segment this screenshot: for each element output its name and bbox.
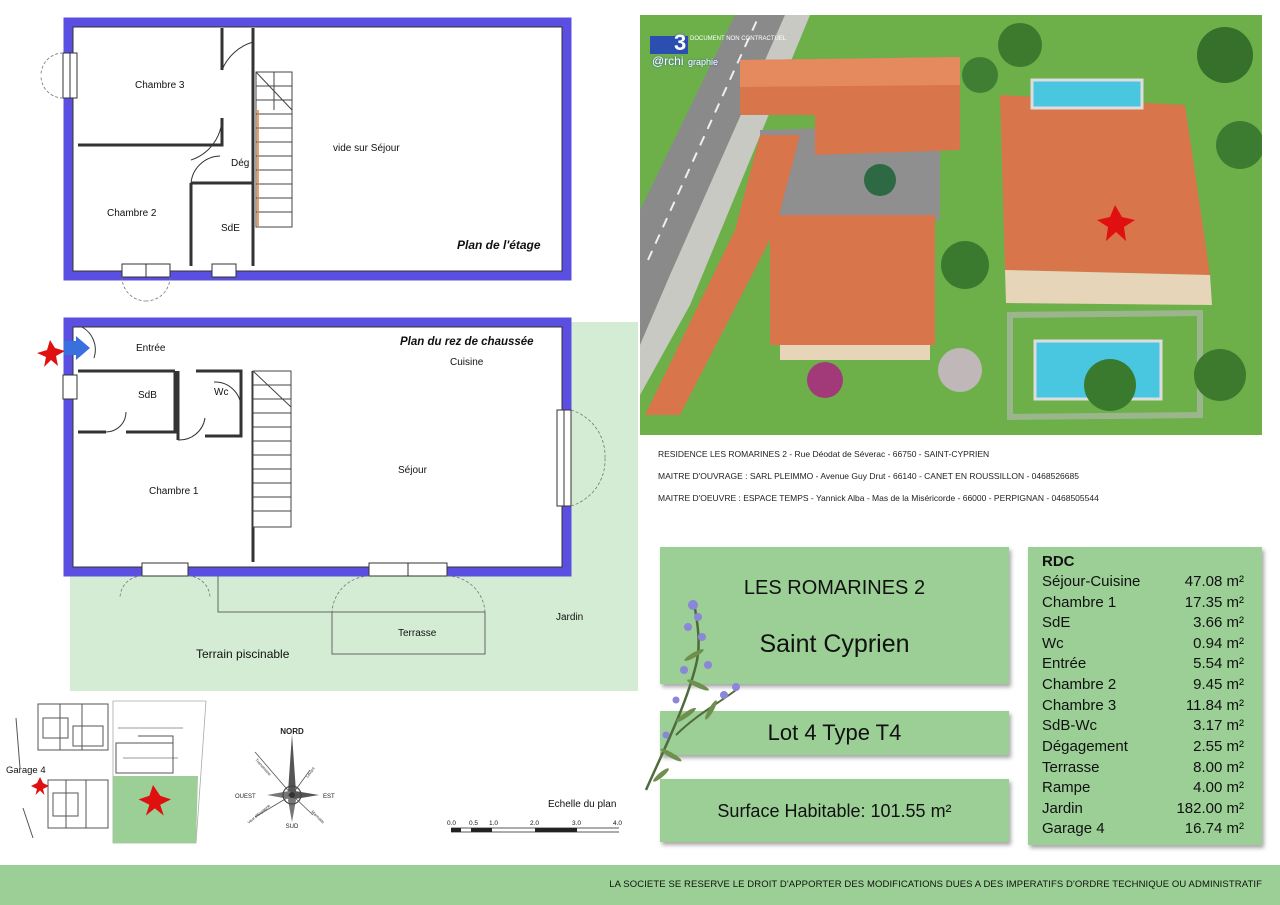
- info-maitre-ouvrage: MAITRE D'OUVRAGE : SARL PLEIMMO - Avenue Guy Drut - 66140 - CANET EN ROUSSILLON - 0468526685: [658, 471, 1079, 481]
- row-name: Dégagement: [1042, 738, 1128, 755]
- row-name: Séjour-Cuisine: [1042, 573, 1141, 590]
- scale-tick: 0.5: [469, 820, 479, 827]
- footer-band: [0, 865, 1280, 905]
- room-label-terrasse: Terrasse: [398, 628, 437, 639]
- compass-tramontane: Tramontane: [254, 757, 273, 777]
- table-row: [1042, 655, 1244, 676]
- compass-sud: SUD: [285, 824, 299, 830]
- row-name: Rampe: [1042, 779, 1091, 796]
- room-label-sde: SdE: [221, 223, 240, 234]
- table-row: [1042, 779, 1244, 800]
- room-label-terrain: Terrain piscinable: [196, 647, 290, 661]
- room-label-deg: Dég: [231, 158, 250, 169]
- row-name: Terrasse: [1042, 759, 1100, 776]
- render-logo-note: DOCUMENT NON CONTRACTUEL: [690, 36, 787, 42]
- row-name: Garage 4: [1042, 820, 1105, 837]
- info-maitre-oeuvre: MAITRE D'OEUVRE : ESPACE TEMPS - Yannick Alba - Mas de la Miséricorde - 66000 - PERPIGNAN - 0468505544: [658, 493, 1099, 503]
- room-label-chambre1: Chambre 1: [149, 486, 199, 497]
- row-name: Chambre 2: [1042, 676, 1117, 693]
- row-value: 16.74 m²: [1184, 820, 1244, 837]
- render-logo-brand: @rchi: [652, 54, 684, 68]
- render-logo: 3 DOCUMENT NON CONTRACTUEL @rchi graphie: [652, 30, 787, 68]
- row-value: 182.00 m²: [1176, 800, 1244, 817]
- row-name: Chambre 1: [1042, 594, 1117, 611]
- room-label-chambre3: Chambre 3: [135, 80, 185, 91]
- surfaces-table: [1028, 547, 1262, 845]
- room-label-sdb: SdB: [138, 390, 157, 401]
- floor-plans: [0, 0, 640, 700]
- table-row: [1042, 697, 1244, 718]
- row-value: 3.66 m²: [1193, 614, 1244, 631]
- compass-rose: [225, 722, 335, 832]
- table-row: [1042, 820, 1244, 841]
- row-value: 8.00 m²: [1193, 759, 1244, 776]
- table-row: [1042, 573, 1244, 594]
- scale-title: Echelle du plan: [548, 799, 617, 810]
- row-value: 11.84 m²: [1185, 697, 1244, 714]
- programme-city: Saint Cyprien: [759, 630, 910, 658]
- row-value: 0.94 m²: [1193, 635, 1244, 652]
- scale-bar: [443, 820, 623, 842]
- room-label-chambre2: Chambre 2: [107, 208, 157, 219]
- table-row: [1042, 800, 1244, 821]
- table-row: [1042, 676, 1244, 697]
- footer-disclaimer: LA SOCIETE SE RESERVE LE DROIT D'APPORTER DES MODIFICATIONS DUES A DES IMPERATIFS D'ORDRE TECHNIQUE OU ADMINISTRATIF: [609, 879, 1262, 890]
- programme-lot: Lot 4 Type T4: [767, 720, 902, 745]
- row-value: 4.00 m²: [1193, 779, 1244, 796]
- upper-floor-plan: [41, 22, 567, 301]
- row-value: 3.17 m²: [1193, 717, 1244, 734]
- scale-tick: 1.0: [489, 820, 499, 827]
- site-plan-garage-label: Garage 4: [6, 765, 46, 776]
- upper-floor-title: Plan de l'étage: [457, 238, 541, 252]
- row-value: 47.08 m²: [1184, 573, 1244, 590]
- room-label-jardin: Jardin: [556, 612, 584, 623]
- compass-nord: NORD: [280, 727, 304, 736]
- compass-ouest: OUEST: [235, 794, 256, 800]
- row-value: 2.55 m²: [1193, 738, 1244, 755]
- compass-est: EST: [323, 794, 335, 800]
- row-name: Jardin: [1042, 800, 1083, 817]
- surfaces-table-title: RDC: [1042, 553, 1075, 570]
- row-value: 5.54 m²: [1193, 655, 1244, 672]
- rosemary-illustration: [636, 595, 746, 795]
- room-label-cuisine: Cuisine: [450, 357, 484, 368]
- programme-name: LES ROMARINES 2: [743, 577, 926, 599]
- ground-floor-title: Plan du rez de chaussée: [400, 336, 534, 348]
- table-row: [1042, 759, 1244, 780]
- compass-vent-espagne: Vent d'Espagne: [246, 802, 272, 825]
- programme-surface: Surface Habitable: 101.55 m²: [717, 801, 952, 821]
- row-name: SdE: [1042, 614, 1071, 631]
- compass-marin: Marinade: [310, 809, 326, 825]
- table-row: [1042, 614, 1244, 635]
- render-logo-suffix: graphie: [688, 57, 719, 67]
- scale-tick: 4.0: [613, 820, 623, 827]
- row-name: SdB-Wc: [1042, 717, 1098, 734]
- aerial-render: [640, 15, 1262, 435]
- row-value: 17.35 m²: [1184, 594, 1244, 611]
- row-value: 9.45 m²: [1193, 676, 1244, 693]
- room-label-entree: Entrée: [136, 343, 166, 354]
- room-label-wc: Wc: [214, 387, 229, 398]
- compass-levant: Levant: [304, 765, 316, 779]
- room-label-vide: vide sur Séjour: [333, 143, 400, 154]
- row-name: Chambre 3: [1042, 697, 1117, 714]
- table-row: [1042, 738, 1244, 759]
- row-name: Wc: [1042, 635, 1064, 652]
- room-label-sejour: Séjour: [398, 465, 427, 476]
- scale-tick: 0.0: [447, 820, 457, 827]
- scale-tick: 3.0: [572, 820, 582, 827]
- info-residence: RESIDENCE LES ROMARINES 2 - Rue Déodat de Séverac - 66750 - SAINT-CYPRIEN: [658, 449, 990, 459]
- scale-tick: 2.0: [530, 820, 540, 827]
- table-row: [1042, 635, 1244, 656]
- row-name: Entrée: [1042, 655, 1087, 672]
- table-row: [1042, 717, 1244, 738]
- table-row: [1042, 594, 1244, 615]
